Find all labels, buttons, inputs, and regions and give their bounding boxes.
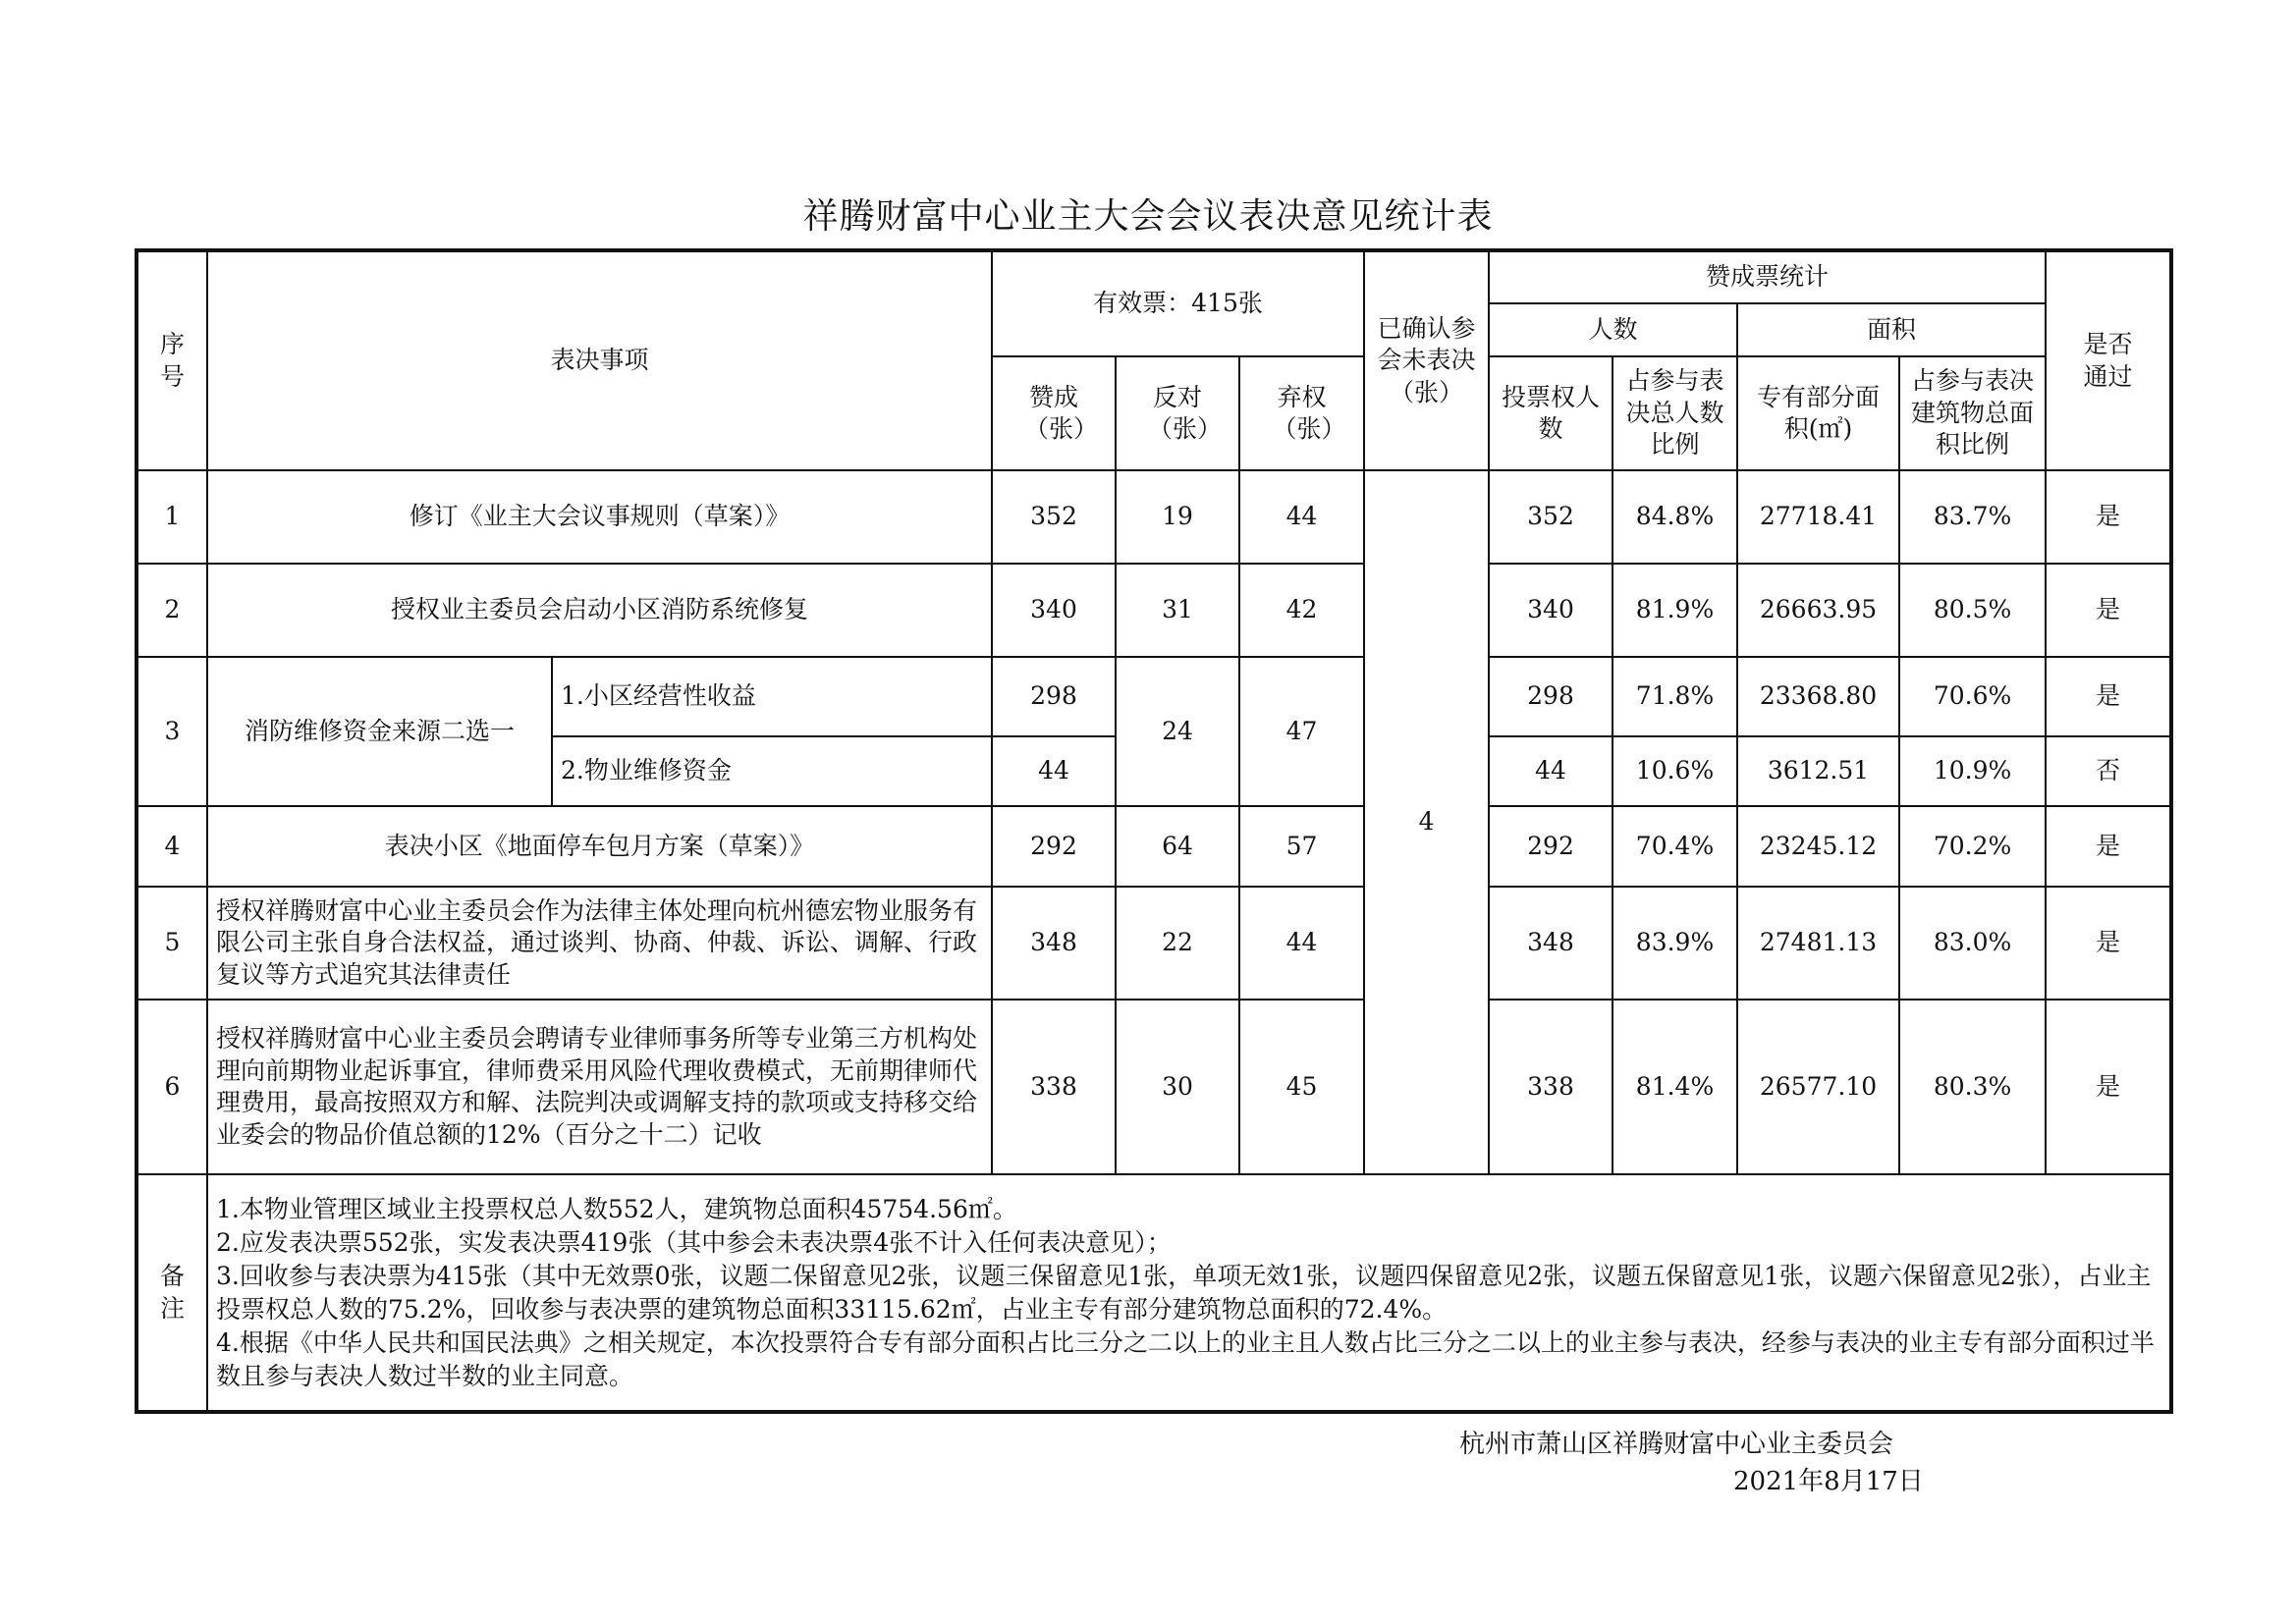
- header-seq: 序号: [137, 250, 207, 470]
- row-voters: 298: [1489, 657, 1613, 736]
- row-voters: 348: [1489, 887, 1613, 1000]
- notes-label: 备注: [137, 1174, 207, 1412]
- row-area-ratio: 83.7%: [1899, 470, 2046, 564]
- row-abstain: 42: [1239, 564, 1364, 657]
- row-item: 修订《业主大会议事规则（草案）》: [207, 470, 992, 564]
- row-oppose: 64: [1116, 806, 1239, 887]
- row-passed: 否: [2046, 736, 2171, 806]
- row-item: 授权业主委员会启动小区消防系统修复: [207, 564, 992, 657]
- row-people-ratio: 83.9%: [1613, 887, 1737, 1000]
- row-people-ratio: 81.9%: [1613, 564, 1737, 657]
- row-people-ratio: 10.6%: [1613, 736, 1737, 806]
- row-people-ratio: 84.8%: [1613, 470, 1737, 564]
- table-row: [137, 657, 2171, 736]
- note-item: 1.本物业管理区域业主投票权总人数552人，建筑物总面积45754.56㎡。: [216, 1194, 1017, 1223]
- page-title: 祥腾财富中心业主大会会议表决意见统计表: [802, 196, 1494, 237]
- row-approve: 348: [992, 887, 1116, 1000]
- row-area: 27481.13: [1737, 887, 1899, 1000]
- row-voters: 338: [1489, 1000, 1613, 1174]
- row-passed: 是: [2046, 657, 2171, 736]
- row-people-ratio: 71.8%: [1613, 657, 1737, 736]
- row-abstain: 44: [1239, 887, 1364, 1000]
- row-area-ratio: 70.6%: [1899, 657, 2046, 736]
- table-row: [137, 887, 2171, 1000]
- row-voters: 292: [1489, 806, 1613, 887]
- row-area: 27718.41: [1737, 470, 1899, 564]
- row-seq: 5: [137, 887, 207, 1000]
- header-confirmed-not-voted: 已确认参会未表决（张）: [1364, 250, 1489, 470]
- header-people: 人数: [1489, 303, 1737, 356]
- header-voters: 投票权人数: [1489, 356, 1613, 470]
- row-option-label: 2.物业维修资金: [552, 736, 992, 806]
- row-area: 23368.80: [1737, 657, 1899, 736]
- header-item: 表决事项: [207, 250, 992, 470]
- row-passed: 是: [2046, 887, 2171, 1000]
- note-item: 2.应发表决票552张，实发表决票419张（其中参会未表决票4张不计入任何表决意见）；: [216, 1227, 1172, 1257]
- row-seq: 6: [137, 1000, 207, 1174]
- row-seq: 3: [137, 657, 207, 806]
- notes-row: [137, 1174, 2171, 1412]
- row-oppose: 19: [1116, 470, 1239, 564]
- table-row: [137, 1000, 2171, 1174]
- row-oppose: 22: [1116, 887, 1239, 1000]
- header-valid-votes: 有效票：415张: [992, 250, 1364, 356]
- row-approve: 298: [992, 657, 1116, 736]
- row-area-ratio: 80.5%: [1899, 564, 2046, 657]
- row-area-ratio: 83.0%: [1899, 887, 2046, 1000]
- footer-organization: 杭州市萧山区祥腾财富中心业主委员会: [1459, 1430, 1894, 1459]
- row-abstain: 44: [1239, 470, 1364, 564]
- row-seq: 4: [137, 806, 207, 887]
- row-item: 表决小区《地面停车包月方案（草案）》: [207, 806, 992, 887]
- header-abstain: 弃权（张）: [1239, 356, 1364, 470]
- header-exclusive-area: 专有部分面积(㎡): [1737, 356, 1899, 470]
- table-row: [137, 564, 2171, 657]
- row-seq: 2: [137, 564, 207, 657]
- row-area: 3612.51: [1737, 736, 1899, 806]
- header-approve: 赞成（张）: [992, 356, 1116, 470]
- row-passed: 是: [2046, 470, 2171, 564]
- header-people-ratio: 占参与表决总人数比例: [1613, 356, 1737, 470]
- row-item: 授权祥腾财富中心业主委员会作为法律主体处理向杭州德宏物业服务有限公司主张自身合法权益，通过谈判、协商、仲裁、诉讼、调解、行政复议等方式追究其法律责任: [207, 887, 992, 1000]
- row-people-ratio: 81.4%: [1613, 1000, 1737, 1174]
- row-approve: 340: [992, 564, 1116, 657]
- row-voters: 44: [1489, 736, 1613, 806]
- header-area-ratio: 占参与表决建筑物总面积比例: [1899, 356, 2046, 470]
- row-oppose: 31: [1116, 564, 1239, 657]
- table-row: [137, 806, 2171, 887]
- row-abstain: 47: [1239, 657, 1364, 806]
- note-item: 4.根据《中华人民共和国民法典》之相关规定，本次投票符合专有部分面积占比三分之二以上的业主且人数占比三分之二以上的业主参与表决，经参与表决的业主专有部分面积过半数且参与表决人数过半数的业主同意。: [216, 1327, 2155, 1390]
- header-oppose: 反对（张）: [1116, 356, 1239, 470]
- row-area-ratio: 10.9%: [1899, 736, 2046, 806]
- row-area: 26663.95: [1737, 564, 1899, 657]
- row-approve: 292: [992, 806, 1116, 887]
- row-approve: 338: [992, 1000, 1116, 1174]
- row-passed: 是: [2046, 1000, 2171, 1174]
- row-item: 消防维修资金来源二选一: [207, 657, 552, 806]
- row-item: 授权祥腾财富中心业主委员会聘请专业律师事务所等专业第三方机构处理向前期物业起诉事宜，律师费采用风险代理收费模式，无前期律师代理费用，最高按照双方和解、法院判决或调解支持的款项或支持移交给业委会的物品价值总额的12%（百分之十二）记收: [207, 1000, 992, 1174]
- row-option-label: 1.小区经营性收益: [552, 657, 992, 736]
- row-voters: 340: [1489, 564, 1613, 657]
- note-item: 3.回收参与表决票为415张（其中无效票0张，议题二保留意见2张，议题三保留意见1张，单项无效1张，议题四保留意见2张，议题五保留意见1张，议题六保留意见2张），占业主投票权总人数的75.2%，回收参与表决票的建筑物总面积33115.62㎡，占业主专有部分建筑物总面积的72.4%。: [216, 1261, 2152, 1324]
- row-area-ratio: 80.3%: [1899, 1000, 2046, 1174]
- row-passed: 是: [2046, 564, 2171, 657]
- row-area-ratio: 70.2%: [1899, 806, 2046, 887]
- row-oppose: 24: [1116, 657, 1239, 806]
- footer-date: 2021年8月17日: [1733, 1467, 1924, 1496]
- row-seq: 1: [137, 470, 207, 564]
- confirmed-not-voted-value: 4: [1364, 470, 1489, 1174]
- row-area: 26577.10: [1737, 1000, 1899, 1174]
- row-people-ratio: 70.4%: [1613, 806, 1737, 887]
- header-approve-stats: 赞成票统计: [1489, 250, 2046, 303]
- row-approve: 352: [992, 470, 1116, 564]
- row-abstain: 57: [1239, 806, 1364, 887]
- row-abstain: 45: [1239, 1000, 1364, 1174]
- table-row: [137, 470, 2171, 564]
- row-voters: 352: [1489, 470, 1613, 564]
- header-passed: 是否通过: [2046, 250, 2171, 470]
- notes-content: [207, 1174, 2171, 1412]
- vote-statistics-table: [135, 248, 2173, 1414]
- row-area: 23245.12: [1737, 806, 1899, 887]
- header-area: 面积: [1737, 303, 2046, 356]
- row-oppose: 30: [1116, 1000, 1239, 1174]
- row-passed: 是: [2046, 806, 2171, 887]
- row-approve: 44: [992, 736, 1116, 806]
- header-row-1: [137, 250, 2171, 303]
